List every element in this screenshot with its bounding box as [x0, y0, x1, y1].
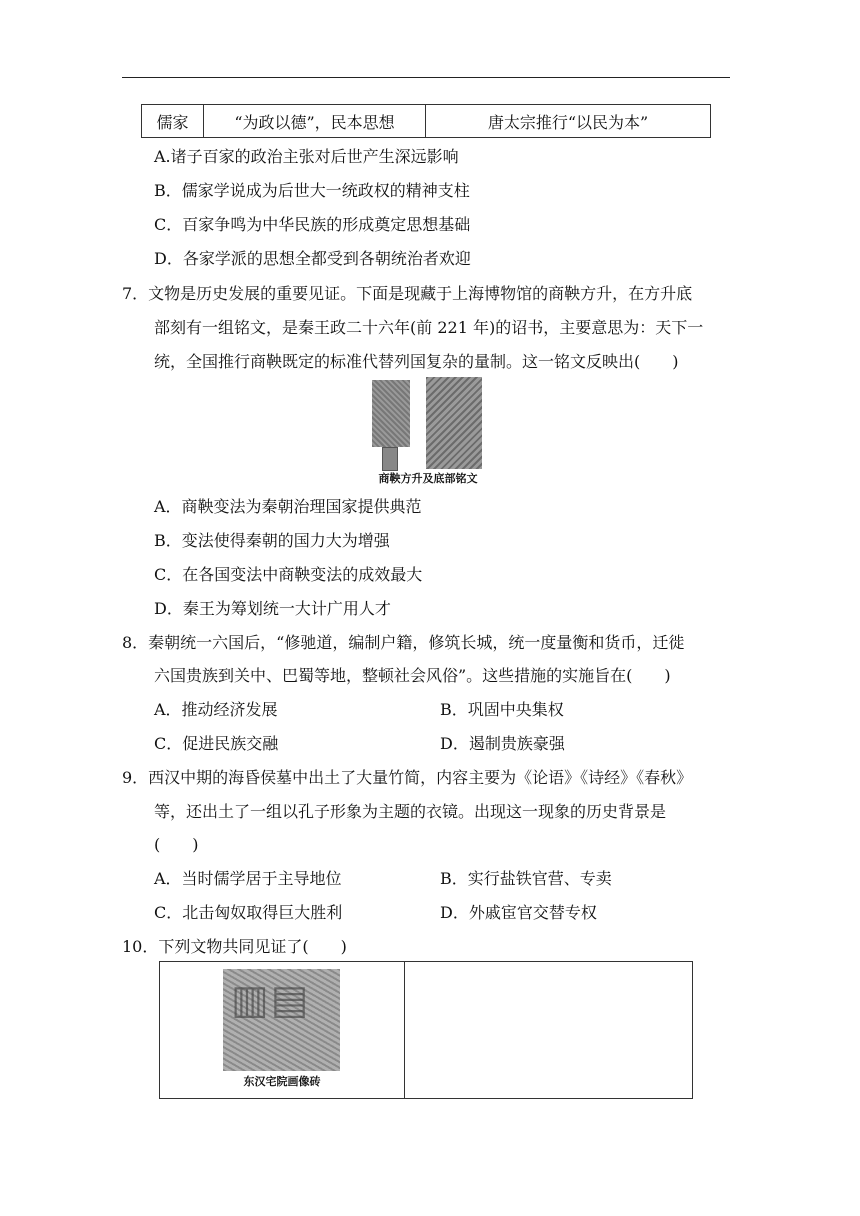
q7-option-d[interactable]: D．秦王为筹划统一大计广用人才 [154, 599, 391, 618]
q8-stem-line-1: 8．秦朝统一六国后，“修驰道，编制户籍，修筑长城，统一度量衡和货币，迁徙 [122, 633, 685, 652]
comparison-table-row [141, 104, 711, 138]
han-brick-image [223, 969, 340, 1071]
brick-relief-pattern: ▥▤ [231, 977, 311, 1023]
q9-option-d[interactable]: D．外戚宦官交替专权 [440, 903, 597, 922]
q6-option-c[interactable]: C．百家争鸣为中华民族的形成奠定思想基础 [154, 215, 471, 234]
q8-option-c[interactable]: C．促进民族交融 [154, 734, 279, 753]
q9-stem-line-3: ( ) [154, 835, 199, 854]
q6-option-d[interactable]: D．各家学派的思想全都受到各朝统治者欢迎 [154, 249, 471, 268]
q10-figure-caption: 东汉宅院画像砖 [243, 1075, 321, 1088]
q7-figure-shang-yang-measure [366, 377, 490, 487]
q8-option-b[interactable]: B．巩固中央集权 [440, 700, 564, 719]
q7-figure-caption: 商鞅方升及底部铭文 [378, 472, 478, 485]
q7-option-c[interactable]: C．在各国变法中商鞅变法的成效最大 [154, 565, 423, 584]
q9-stem-line-2: 等，还出土了一组以孔子形象为主题的衣镜。出现这一现象的历史背景是 [154, 802, 667, 821]
measure-vessel-image [372, 380, 410, 447]
q7-stem-line-2: 部刻有一组铭文，是秦王政二十六年(前 221 年)的诏书，主要意思为：天下一 [154, 318, 704, 337]
q9-option-c[interactable]: C．北击匈奴取得巨大胜利 [154, 903, 343, 922]
measure-handle-image [382, 447, 398, 471]
inscription-image [426, 377, 482, 469]
q10-stem-line: 10．下列文物共同见证了( ) [122, 937, 347, 956]
q8-stem-line-2: 六国贵族到关中、巴蜀等地，整顿社会风俗”。这些措施的实施旨在( ) [154, 666, 671, 685]
q7-option-a[interactable]: A．商鞅变法为秦朝治理国家提供典范 [154, 497, 422, 516]
q6-option-b[interactable]: B．儒家学说成为后世大一统政权的精神支柱 [154, 181, 470, 200]
q8-option-a[interactable]: A．推动经济发展 [154, 700, 278, 719]
q8-option-d[interactable]: D．遏制贵族豪强 [440, 734, 565, 753]
header-rule [122, 77, 730, 78]
q10-artifact-cell-2 [405, 962, 692, 1098]
q9-stem-line-1: 9．西汉中期的海昏侯墓中出土了大量竹简，内容主要为《论语》《诗经》《春秋》 [122, 768, 693, 787]
table-cell-idea: “为政以德”，民本思想 [204, 105, 426, 137]
q9-option-a[interactable]: A．当时儒学居于主导地位 [154, 869, 342, 888]
q7-option-b[interactable]: B．变法使得秦朝的国力大为增强 [154, 531, 390, 550]
q9-option-b[interactable]: B．实行盐铁官营、专卖 [440, 869, 612, 888]
q10-artifact-cell-1 [160, 962, 405, 1098]
q7-stem-line-1: 7．文物是历史发展的重要见证。下面是现藏于上海博物馆的商鞅方升，在方升底 [122, 284, 693, 303]
q6-option-a[interactable]: A.诸子百家的政治主张对后世产生深远影响 [154, 147, 459, 166]
table-cell-school: 儒家 [142, 105, 204, 137]
q7-stem-line-3: 统，全国推行商鞅既定的标准代替列国复杂的量制。这一铭文反映出( ) [154, 352, 679, 371]
table-cell-practice: 唐太宗推行“以民为本” [487, 112, 649, 132]
q10-artifact-table [159, 961, 693, 1099]
